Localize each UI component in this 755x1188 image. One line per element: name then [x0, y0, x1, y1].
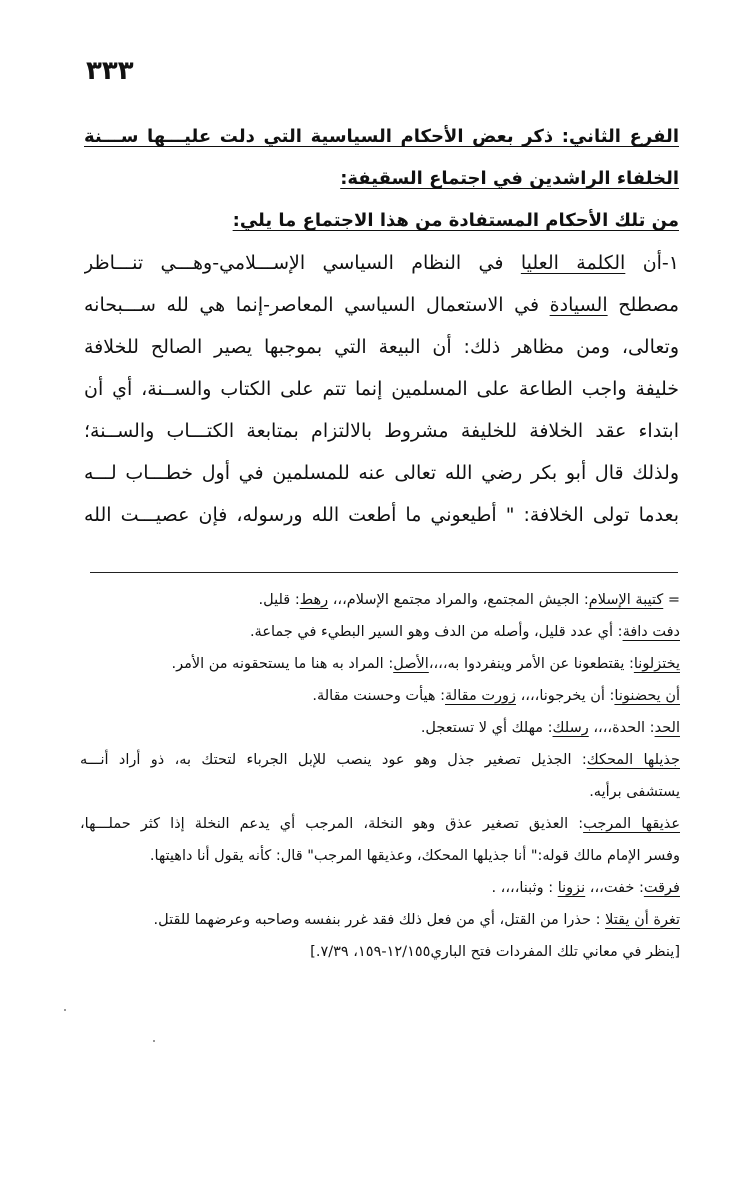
footnote-term: رهط [299, 592, 329, 608]
footnote-term: أن يحضنونا [614, 688, 680, 704]
footnote-line [80, 872, 680, 904]
section-heading-line2: الخلفاء الراشدين في اجتماع السقيفة: [340, 168, 679, 189]
text-span: : العذيق تصغير عذق وهو النخلة، المرجب أي يدعم النخلة إذا كثر حملـــها، [80, 816, 584, 832]
main-text [84, 116, 679, 536]
text-span: : الحدة،،،، [588, 720, 655, 736]
footnote-line: وفسر الإمام مالك قوله:" أنا جذيلها المحكك، وعذيقها المرجب" قال: كأنه يقول أنا داهيتها. [149, 848, 680, 864]
footnote-line [80, 808, 680, 840]
footnote-line [80, 680, 680, 712]
footnote-line [80, 744, 680, 776]
text-span: : هيأت وحسنت مقالة. [312, 688, 446, 704]
section-heading-line1: الفرع الثاني: ذكر بعض الأحكام السياسية التي دلت عليـــها ســـنة [84, 126, 679, 147]
footnote-term: عذيقها المرجب [583, 816, 680, 832]
footnote-term: رسلك [552, 720, 589, 736]
paragraph-line: ابتداء عقد الخلافة للخليفة مشروط بالالتزام بمتابعة الكتـــاب والســنة؛ [84, 420, 679, 442]
footnote-divider [90, 572, 678, 573]
term-highlight: السيادة [549, 294, 608, 316]
text-span: : الجذيل تصغير جذل وهو عود ينصب للإبل الجرباء لتحتك به، ذو أراد أنـــه [80, 752, 587, 768]
text-span: في الاستعمال السياسي المعاصر-إنما هي لله ســـبحانه [84, 294, 550, 316]
text-span: : حذرا من القتل، أي من فعل ذلك فقد غرر بنفسه وصاحبه وعرضهما للقتل. [153, 912, 606, 928]
paragraph-line: بعدما تولى الخلافة: " أطيعوني ما أطعت الله ورسوله، فإن عصيـــت الله [84, 504, 679, 526]
scan-speck [153, 1040, 155, 1042]
paragraph-line: ولذلك قال أبو بكر رضي الله تعالى عنه للمسلمين في أول خطـــاب لـــه [84, 462, 679, 484]
term-highlight: الكلمة العليا [520, 252, 626, 274]
footnote-term: جذيلها المحكك [586, 752, 680, 768]
footnote-line [80, 584, 680, 616]
text-span: : وثبنا،،،، . [491, 880, 558, 896]
text-span: : أي عدد قليل، وأصله من الدف وهو السير البطيء في جماعة. [249, 624, 623, 640]
subheading [84, 200, 679, 242]
footnotes [80, 584, 680, 968]
paragraph-line [84, 242, 679, 284]
footnote-line [80, 616, 680, 648]
footnote-term: فرقت [643, 880, 680, 896]
section-heading-cont [84, 158, 679, 200]
scan-speck [64, 1009, 66, 1011]
text-span: في النظام السياسي الإســـلامي-وهـــي تنـــاظر [84, 252, 521, 274]
text-span: ١-أن [625, 252, 679, 274]
text-span: : قليل. [258, 592, 300, 608]
text-span: : يقتطعونا عن الأمر وينفردوا به،،،، [428, 656, 634, 672]
paragraph-line [84, 284, 679, 326]
footnote-reference: [ينظر في معاني تلك المفردات فتح الباري١٢/١٥٥-١٥٩، ٧/٣٩.] [310, 944, 680, 960]
footnote-term: زورت مقالة [445, 688, 516, 704]
footnote-line [80, 648, 680, 680]
text-span: = [663, 592, 680, 608]
text-span: : مهلك أي لا تستعجل. [420, 720, 553, 736]
footnote-term: الحد [654, 720, 680, 736]
footnote-term: دفت دافة [622, 624, 680, 640]
paragraph-line: خليفة واجب الطاعة على المسلمين إنما تتم على الكتاب والســنة، أي أن [84, 378, 679, 400]
text-span: : أن يخرجونا،،،، [516, 688, 615, 704]
text-span: : الجيش المجتمع، والمراد مجتمع الإسلام،،، [328, 592, 589, 608]
subheading-text: من تلك الأحكام المستفادة من هذا الاجتماع ما يلي: [232, 210, 679, 231]
footnote-term: الأصل [393, 656, 429, 672]
footnote-term: تغرة أن يقتلا [605, 912, 680, 928]
footnote-term: كتيبة الإسلام [588, 592, 664, 608]
section-heading [84, 116, 679, 158]
footnote-line [80, 904, 680, 936]
footnote-line: يستشفى برأيه. [589, 784, 680, 800]
footnote-term: نزونا [557, 880, 586, 896]
page-number: ٣٣٣ [86, 56, 134, 86]
text-span: مصطلح [607, 294, 679, 316]
text-span: : المراد به هنا ما يستحقونه من الأمر. [171, 656, 394, 672]
text-span: : خفت،،، [585, 880, 644, 896]
paragraph-line: وتعالى، ومن مظاهر ذلك: أن البيعة التي بموجبها يصير الصالح للخلافة [84, 336, 679, 358]
footnote-term: يختزلونا [633, 656, 680, 672]
footnote-line [80, 712, 680, 744]
